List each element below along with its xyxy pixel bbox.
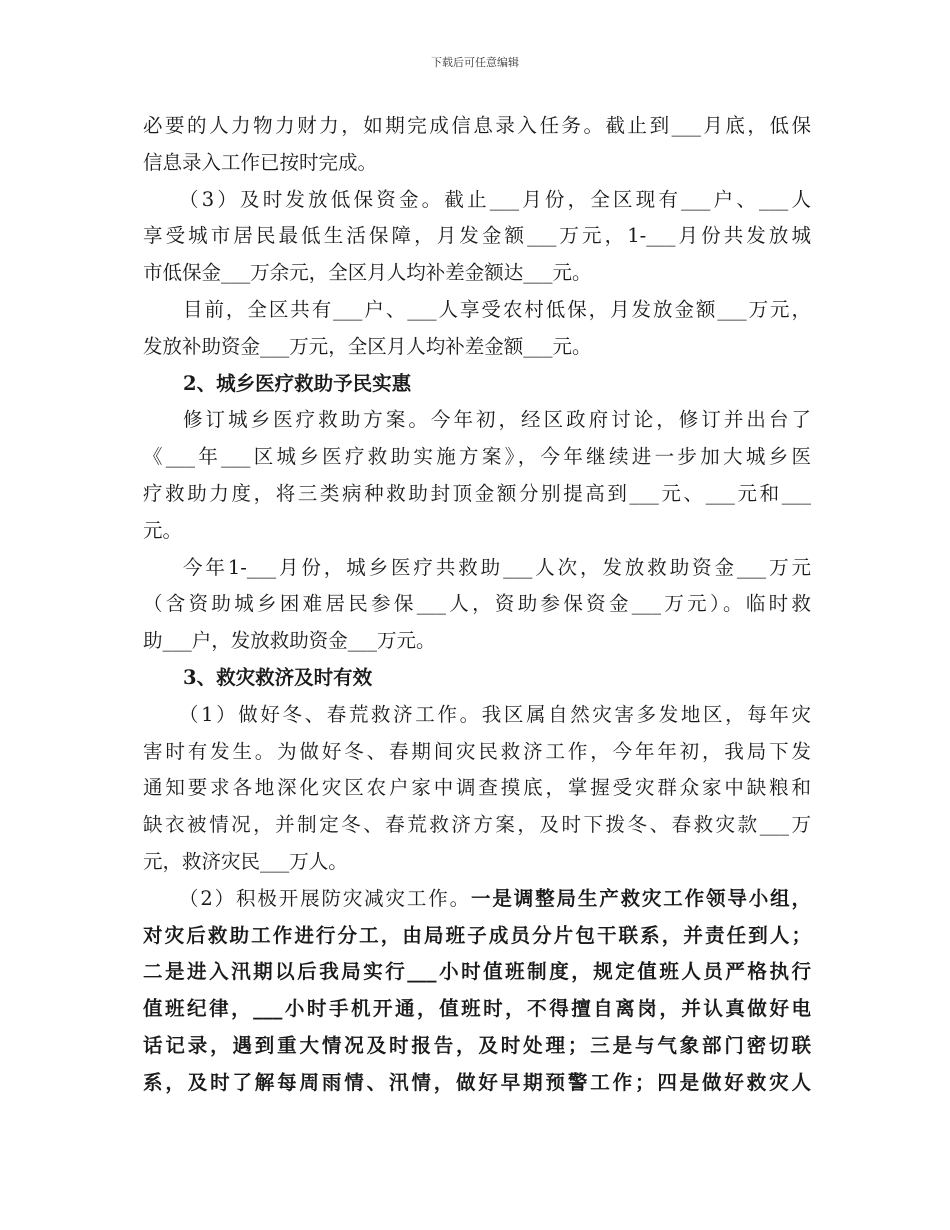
text-line: （3）及时发放低保资金。截止___月份，全区现有___户、___人 xyxy=(179,187,811,211)
text-line: 元。 xyxy=(143,518,183,542)
text-run: （2）积极开展防灾减灾工作。 xyxy=(179,886,472,910)
text-line: 修订城乡医疗救助方案。今年初，经区政府讨论，修订并出台了 xyxy=(183,408,811,432)
text-line: （1）做好冬、春荒救济工作。我区属自然灾害多发地区，每年灾 xyxy=(179,702,811,726)
text-line: 对灾后救助工作进行分工，由局班子成员分片包干联系，并责任到人； xyxy=(143,923,811,947)
bold-text-run: 一是调整局生产救灾工作领导小组， xyxy=(471,886,811,910)
text-line: 发放补助资金___万元，全区月人均补差金额___元。 xyxy=(143,334,592,358)
section-heading: 3、救灾救济及时有效 xyxy=(183,665,373,689)
text-line: （含资助城乡困难居民参保___人，资助参保资金___万元）。临时救 xyxy=(143,592,811,616)
text-line: 助___户，发放救助资金___万元。 xyxy=(143,629,436,653)
text-line: 二是进入汛期以后我局实行___小时值班制度，规定值班人员严格执行 xyxy=(143,960,811,984)
text-line: 害时有发生。为做好冬、春期间灾民救济工作，今年年初，我局下发 xyxy=(143,739,811,763)
page-header: 下载后可任意编辑 xyxy=(431,56,519,69)
text-line: 疗救助力度，将三类病种救助封顶金额分别提高到___元、___元和___ xyxy=(143,481,811,505)
text-line: 必要的人力物力财力，如期完成信息录入任务。截止到___月底，低保 xyxy=(143,114,811,137)
text-line: 市低保金___万余元，全区月人均补差金额达___元。 xyxy=(143,261,592,285)
text-line: 值班纪律，___小时手机开通，值班时，不得擅自离岗，并认真做好电 xyxy=(143,997,811,1021)
text-line: 目前，全区共有___户、___人享受农村低保，月发放金额___万元， xyxy=(183,297,811,321)
text-line: 通知要求各地深化灾区农户家中调查摸底，掌握受灾群众家中缺粮和 xyxy=(143,776,811,800)
text-line: 享受城市居民最低生活保障，月发金额___万元，1-___月份共发放城 xyxy=(143,224,811,248)
text-line: 信息录入工作已按时完成。 xyxy=(143,150,378,174)
text-line: 今年1-___月份，城乡医疗共救助___人次，发放救助资金___万元 xyxy=(183,555,811,579)
text-line: 系，及时了解每周雨情、汛情，做好早期预警工作；四是做好救灾人 xyxy=(143,1070,811,1094)
text-line xyxy=(143,881,811,918)
text-line: 元，救济灾民___万人。 xyxy=(143,849,348,873)
section-heading: 2、城乡医疗救助予民实惠 xyxy=(183,371,412,395)
text-line: 缺衣被情况，并制定冬、春荒救济方案，及时下拨冬、春救灾款___万 xyxy=(143,813,811,837)
document-body xyxy=(143,108,811,1102)
text-line: 《___年___区城乡医疗救助实施方案》，今年继续进一步加大城乡医 xyxy=(143,445,811,469)
text-line: 话记录，遇到重大情况及时报告，及时处理；三是与气象部门密切联 xyxy=(143,1033,811,1057)
